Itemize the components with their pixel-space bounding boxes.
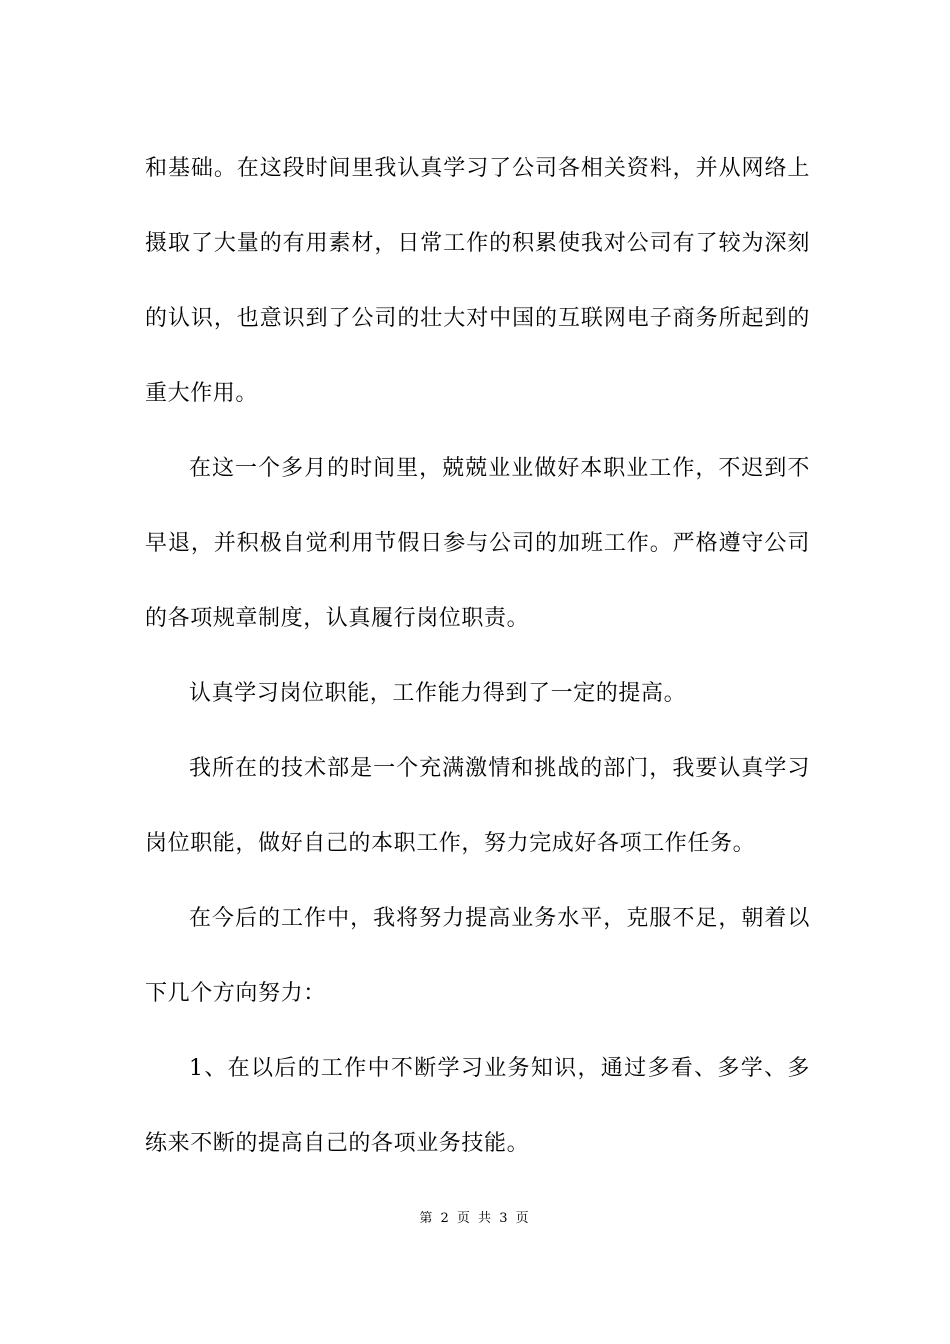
paragraph-future-work: 在今后的工作中，我将努力提高业务水平，克服不足，朝着以下几个方向努力：: [145, 906, 810, 1006]
paragraph-study-skills: 认真学习岗位职能，工作能力得到了一定的提高。: [189, 681, 687, 706]
paragraph-list-item-1: 1、在以后的工作中不断学习业务知识，通过多看、多学、多练来不断的提高自己的各项业务技能。: [145, 1056, 810, 1156]
page-number-footer: 第 2 页 共 3 页: [419, 1211, 531, 1226]
paragraph-continuation: 和基础。在这段时间里我认真学习了公司各相关资料，并从网络上摄取了大量的有用素材，日常工作的积累使我对公司有了较为深刻的认识，也意识到了公司的壮大对中国的互联网电子商务所起到的重大作用。: [145, 156, 810, 406]
paragraph-tech-department: 我所在的技术部是一个充满激情和挑战的部门，我要认真学习岗位职能，做好自己的本职工作，努力完成好各项工作任务。: [145, 756, 810, 856]
paragraph-work-attitude: 在这一个多月的时间里，兢兢业业做好本职业工作，不迟到不早退，并积极自觉利用节假日参与公司的加班工作。严格遵守公司的各项规章制度，认真履行岗位职责。: [145, 456, 810, 631]
body-text: [145, 131, 810, 1181]
